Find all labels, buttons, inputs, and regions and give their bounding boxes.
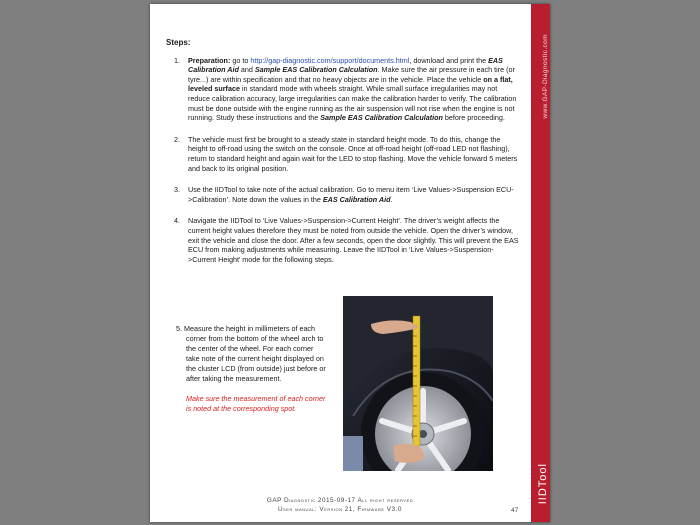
doc-reference: EAS Calibration Aid	[188, 55, 503, 75]
step-3	[166, 185, 520, 204]
step-text: Navigate the IIDTool to ‘Live Values->Suspension->Current Height’. The driver’s weight affects the current height values therefore they must be noted from outside the vehicle. Open the driver’s window, exit the vehicle and close the door. After a few seconds, open the door slightly. This will prevent the EAS ECU from making adjustments while measuring. Leave the IIDTool in ‘Live Values->Suspension->Current Height’ mode for the following steps.	[188, 216, 519, 264]
step-number: 2.	[174, 134, 180, 144]
steps-heading: Steps:	[166, 38, 191, 47]
page-footer	[230, 496, 450, 514]
documents-link[interactable]: http://gap-diagnostic.com/support/documents.html	[250, 55, 410, 65]
step-label: Preparation:	[188, 55, 231, 65]
doc-reference: EAS Calibration Aid	[322, 194, 391, 204]
page-sidebar-band	[531, 4, 550, 522]
step-4	[166, 216, 520, 264]
footer-version: User manual: Version 21, Firmware V3.0	[278, 506, 402, 513]
step-2	[166, 135, 520, 173]
step-text: before proceeding.	[442, 113, 505, 123]
step-text: . Make sure the air pressure in each tire (or tyre...) are within specification and that no heavy objects are in the vehicle. Place the vehicle	[188, 65, 515, 84]
step-text: .	[390, 194, 393, 204]
step-text: , download and print the	[409, 55, 489, 65]
step-text: in standard mode with wheels straight. While small surface irregularities may not reduce calibration accuracy, large irregularities can make the calibration harder to verify. The calibration must be done outside with the engine running as the air suspension will not rise when the engine is not running. Study these instructions and the	[188, 84, 517, 123]
sidebar-product-title: IIDTool	[537, 462, 549, 504]
step-1	[166, 56, 520, 123]
step-text: The vehicle must first be brought to a steady state in standard height mode. To do this, change the height to off-road using the switch on the console. Once at off-road height (off-road LED not flashing), return to standard height and again wait for the LED to stop flashing. Move the vehicle forward 5 meters and back to its original position.	[188, 134, 518, 173]
page-content	[166, 38, 520, 276]
sidebar-website-text: www.GAP-Diagnostic.com	[542, 34, 549, 119]
wheel-measurement-illustration	[343, 296, 493, 471]
document-page	[150, 4, 550, 522]
wheel-measurement-photo	[343, 296, 493, 471]
footer-copyright: GAP Diagnostic 2015-09-17 All right reserved	[266, 497, 414, 504]
step-number: 4.	[174, 216, 180, 226]
step-text: go to	[230, 55, 251, 65]
step-text: 5. Measure the height in millimeters of each corner from the bottom of the wheel arch to the center of the wheel. For each corner take note of the current height displayed on the cluster LCD (from outside) just before or after taking the measurement.	[176, 324, 326, 383]
step-number: 3.	[174, 185, 180, 195]
step-text: and	[238, 65, 255, 75]
emphasis-text: on a flat, leveled surface	[188, 74, 513, 94]
step-5	[176, 324, 326, 414]
doc-reference: Sample EAS Calibration Calculation	[320, 113, 443, 123]
page-number: 47	[511, 507, 519, 514]
step-text: Use the IIDTool to take note of the actual calibration. Go to menu item ‘Live Values->Suspension ECU->Calibration’. Note down the values in the	[188, 185, 514, 204]
step-number: 1.	[174, 55, 180, 65]
doc-reference: Sample EAS Calibration Calculation	[254, 65, 378, 75]
measurement-note: Make sure the measurement of each corner is noted at the corresponding spot.	[186, 394, 326, 413]
